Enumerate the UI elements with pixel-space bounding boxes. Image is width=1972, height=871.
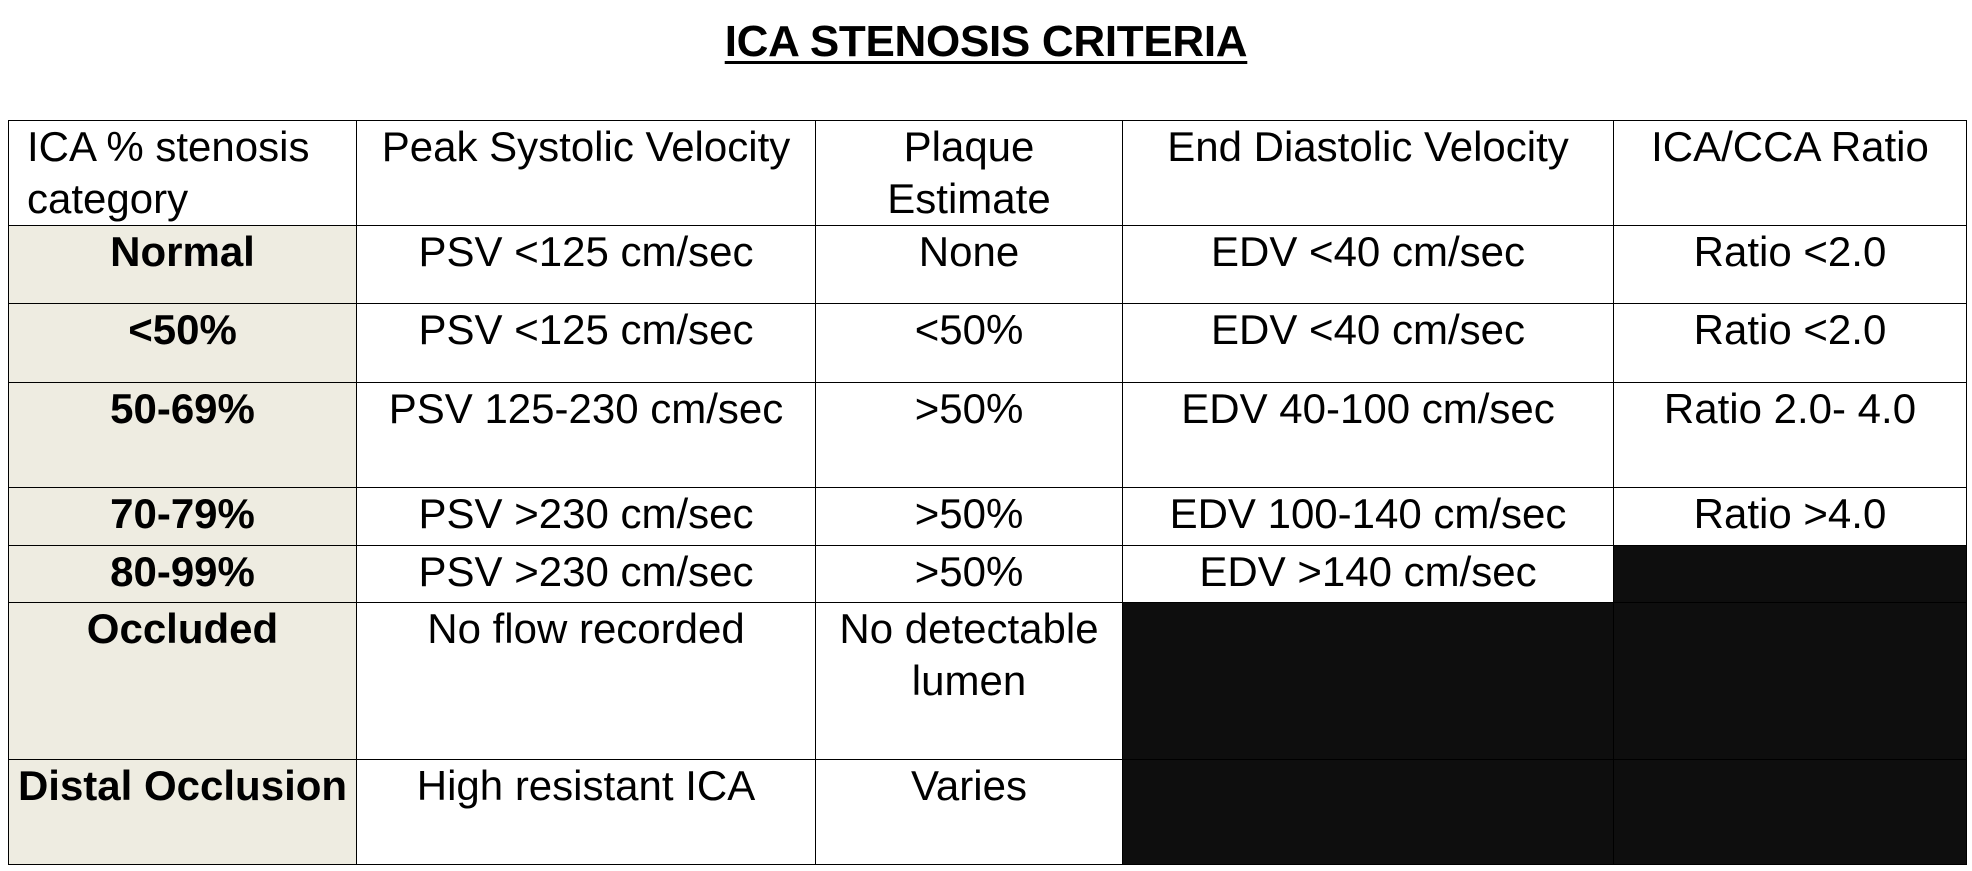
row-ratio: Ratio 2.0- 4.0 xyxy=(1614,383,1967,488)
row-plaque: >50% xyxy=(816,383,1123,488)
row-ratio: Ratio <2.0 xyxy=(1614,304,1967,383)
blocked-cell xyxy=(1614,603,1967,760)
row-plaque: <50% xyxy=(816,304,1123,383)
row-category: <50% xyxy=(9,304,357,383)
row-ratio: Ratio <2.0 xyxy=(1614,226,1967,304)
row-edv: EDV <40 cm/sec xyxy=(1123,304,1614,383)
blocked-cell xyxy=(1614,760,1967,865)
header-edv: End Diastolic Velocity xyxy=(1123,121,1614,226)
header-row xyxy=(9,121,1967,226)
row-category: Normal xyxy=(9,226,357,304)
row-edv: EDV >140 cm/sec xyxy=(1123,546,1614,603)
row-psv: High resistant ICA xyxy=(357,760,816,865)
row-plaque: >50% xyxy=(816,546,1123,603)
row-psv: No flow recorded xyxy=(357,603,816,760)
row-category: 80-99% xyxy=(9,546,357,603)
row-category: 70-79% xyxy=(9,488,357,546)
blocked-cell xyxy=(1614,546,1967,603)
row-psv: PSV <125 cm/sec xyxy=(357,226,816,304)
header-psv: Peak Systolic Velocity xyxy=(357,121,816,226)
blocked-cell xyxy=(1123,603,1614,760)
row-plaque: No detectable lumen xyxy=(816,603,1123,760)
table-row xyxy=(9,383,1967,488)
row-ratio: Ratio >4.0 xyxy=(1614,488,1967,546)
row-psv: PSV 125-230 cm/sec xyxy=(357,383,816,488)
row-plaque: >50% xyxy=(816,488,1123,546)
header-plaque: Plaque Estimate xyxy=(816,121,1123,226)
blocked-cell xyxy=(1123,760,1614,865)
page-title: ICA STENOSIS CRITERIA xyxy=(724,17,1248,66)
header-category: ICA % stenosis category xyxy=(9,121,357,226)
table-row xyxy=(9,488,1967,546)
row-category: 50-69% xyxy=(9,383,357,488)
row-category: Occluded xyxy=(9,603,357,760)
row-edv: EDV <40 cm/sec xyxy=(1123,226,1614,304)
row-plaque: Varies xyxy=(816,760,1123,865)
table-row xyxy=(9,546,1967,603)
row-psv: PSV <125 cm/sec xyxy=(357,304,816,383)
row-edv: EDV 40-100 cm/sec xyxy=(1123,383,1614,488)
row-edv: EDV 100-140 cm/sec xyxy=(1123,488,1614,546)
table-row xyxy=(9,304,1967,383)
stenosis-criteria-table xyxy=(8,120,1967,865)
header-ratio: ICA/CCA Ratio xyxy=(1614,121,1967,226)
table-row xyxy=(9,760,1967,865)
row-category: Distal Occlusion xyxy=(9,760,357,865)
row-psv: PSV >230 cm/sec xyxy=(357,546,816,603)
row-plaque: None xyxy=(816,226,1123,304)
row-psv: PSV >230 cm/sec xyxy=(357,488,816,546)
table-row xyxy=(9,603,1967,760)
table-row xyxy=(9,226,1967,304)
